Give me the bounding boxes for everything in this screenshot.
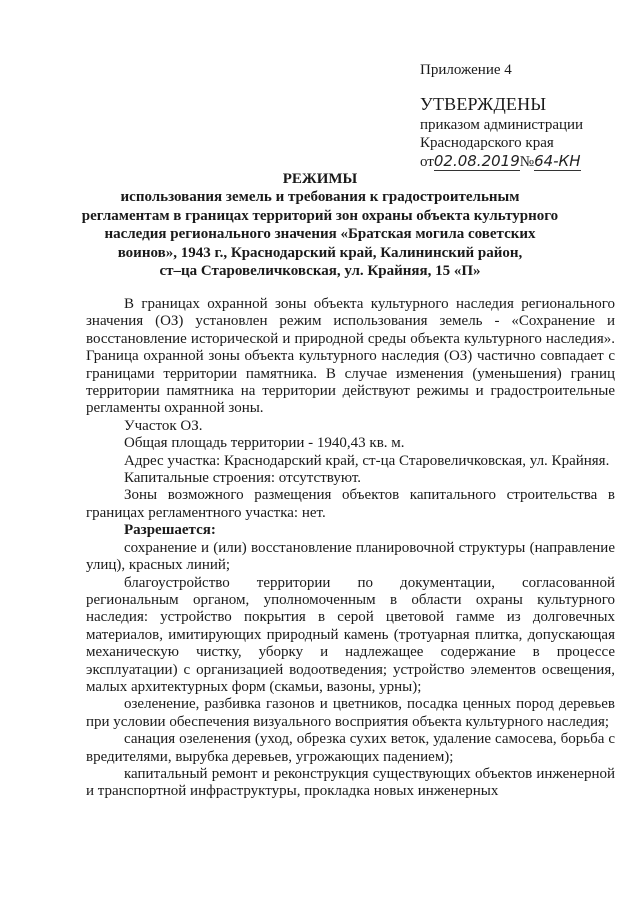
order-line-1: приказом администрации — [420, 117, 584, 133]
order-date-number — [420, 152, 581, 171]
handwritten-date: 02.08.2019 — [433, 152, 520, 170]
paragraph-improvement: благоустройство территории по документации, согласованной региональным органом, уполномоченным в области охраны культурного наследия: устройство покрытия в серой цветовой гамме из долговечных материалов, имитирующих природный камень (тротуарная плитка, допускающая механическую чистку, уборку и надлежащее содержание в процессе эксплуатации) с организацией водоотведения; устройство элементов освещения, малых архитектурных форм (скамьи, вазоны, урны); — [86, 574, 615, 695]
approved-title: УТВЕРЖДЕНЫ — [420, 94, 547, 114]
order-line-2: Краснодарского края — [420, 135, 554, 151]
heading-line-2: регламентам в границах территорий зон охраны объекта культурного — [81, 207, 559, 224]
paragraph-area: Общая площадь территории - 1940,43 кв. м. — [124, 435, 405, 452]
date-prefix: от — [420, 154, 434, 170]
paragraph-repair: капитальный ремонт и реконструкция существующих объектов инженерной и транспортной инфраструктуры, прокладка новых инженерных — [86, 765, 615, 800]
paragraph-greening: озеленение, разбивка газонов и цветников, посадка ценных пород деревьев при условии обеспечения визуального восприятия объекта культурного наследия; — [86, 696, 615, 730]
document-heading — [80, 170, 560, 280]
paragraph-plot: Участок ОЗ. — [124, 417, 203, 434]
paragraph-zones: Зоны возможного размещения объектов капитального строительства в границах регламентного участка: нет. — [86, 487, 615, 521]
document-body — [86, 296, 615, 801]
heading-line-4: воинов», 1943 г., Краснодарский край, Калининский район, — [117, 244, 523, 261]
handwritten-number: 64-КН — [534, 152, 581, 170]
heading-title: РЕЖИМЫ — [282, 171, 358, 187]
number-prefix: № — [519, 154, 535, 170]
paragraph-buildings: Капитальные строения: отсутствуют. — [124, 470, 362, 487]
paragraph-protection-zone: В границах охранной зоны объекта культурного наследия регионального значения (ОЗ) установлен режим использования земель - «Сохранение и восстановление исторической и природной среды объекта культурного наследия». Граница охранной зоны объекта культурного наследия (ОЗ) частично совпадает с границами территории памятника. В случае изменения (уменьшения) границ территории памятника на территории действуют режимы и градостроительные регламенты охранной зоны. — [86, 296, 615, 417]
paragraph-address: Адрес участка: Краснодарский край, ст-ца Старовеличковская, ул. Крайняя. — [124, 452, 610, 469]
paragraph-planning: сохранение и (или) восстановление планировочной структуры (направление улиц), красных линий; — [86, 539, 615, 574]
heading-line-1: использования земель и требования к градостроительным — [120, 189, 520, 206]
appendix-label: Приложение 4 — [420, 62, 512, 78]
heading-line-3: наследия регионального значения «Братская могила советских — [104, 226, 536, 243]
paragraph-sanitation: санация озеленения (уход, обрезка сухих веток, удаление самосева, борьба с вредителями, вырубка деревьев, угрожающих падением); — [86, 731, 615, 765]
allowed-heading: Разрешается: — [124, 522, 216, 539]
heading-line-5: ст–ца Старовеличковская, ул. Крайняя, 15 «П» — [159, 263, 481, 280]
